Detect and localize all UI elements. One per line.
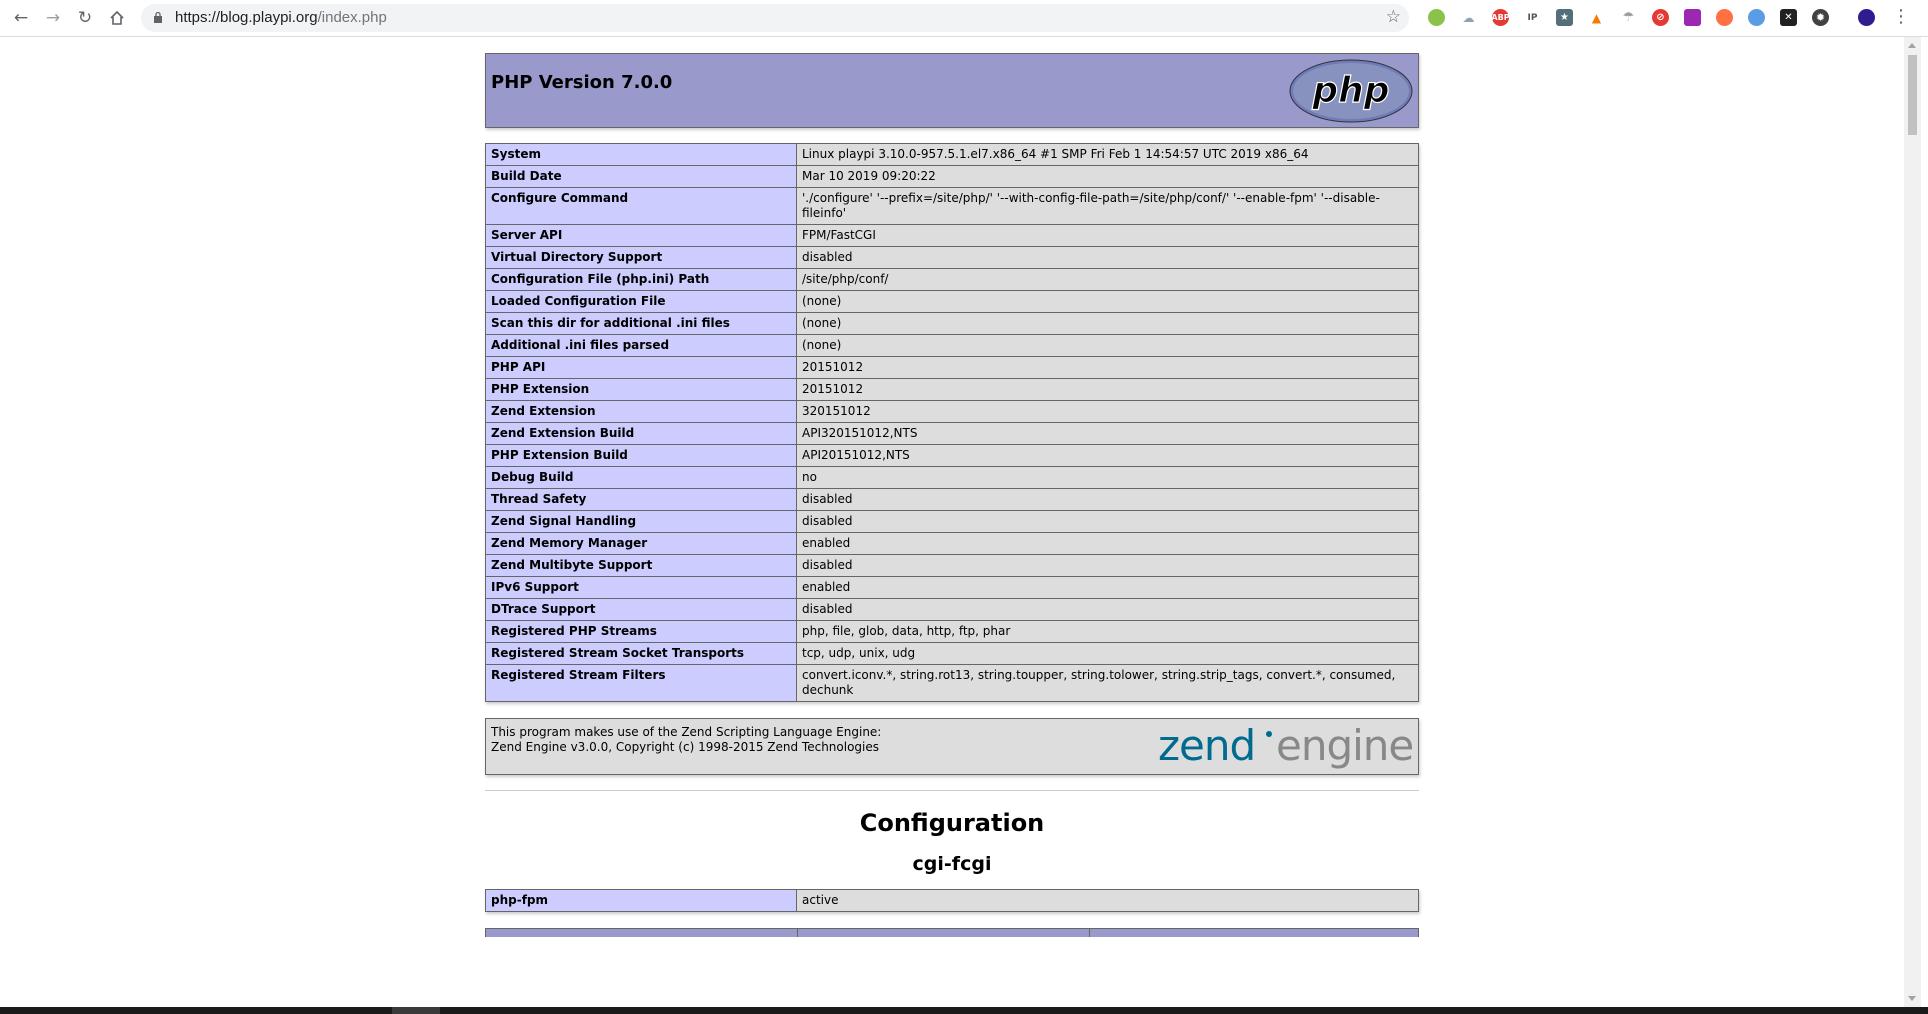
back-arrow-icon[interactable]: ←	[13, 8, 29, 28]
info-label: Scan this dir for additional .ini files	[486, 313, 797, 335]
info-value: 20151012	[797, 379, 1419, 401]
info-row	[486, 313, 1419, 335]
purple-extension-icon[interactable]	[1684, 9, 1701, 26]
adblock-plus-extension-icon[interactable]: ABP	[1492, 9, 1509, 26]
fox-extension-icon[interactable]: ▲	[1588, 9, 1605, 26]
info-value: enabled	[797, 533, 1419, 555]
umbrella-extension-icon[interactable]: ☂	[1620, 9, 1637, 26]
info-label: Thread Safety	[486, 489, 797, 511]
info-row	[486, 555, 1419, 577]
info-row	[486, 665, 1419, 702]
blue-extension-icon[interactable]	[1748, 9, 1765, 26]
url-host: blog.playpi.org	[220, 9, 318, 26]
zend-line-1: This program makes use of the Zend Scripting Language Engine:	[491, 725, 882, 739]
scrollbar-thumb[interactable]	[1908, 55, 1917, 135]
info-row	[486, 599, 1419, 621]
flower-extension-icon[interactable]	[1716, 9, 1733, 26]
info-value: disabled	[797, 555, 1419, 577]
info-label: Virtual Directory Support	[486, 247, 797, 269]
info-label: PHP API	[486, 357, 797, 379]
info-value: no	[797, 467, 1419, 489]
phpinfo-page	[485, 53, 1419, 937]
info-row	[486, 423, 1419, 445]
info-row	[486, 401, 1419, 423]
zend-logo-word-1: zend	[1158, 721, 1256, 770]
info-label: IPv6 Support	[486, 577, 797, 599]
bookmark-star-icon[interactable]: ☆	[1385, 7, 1401, 27]
info-row	[486, 269, 1419, 291]
info-label: php-fpm	[486, 890, 797, 912]
zend-engine-logo-icon[interactable]	[1158, 720, 1414, 772]
home-icon[interactable]	[104, 6, 130, 30]
info-row	[486, 144, 1419, 166]
stop-extension-icon[interactable]: ⊘	[1652, 9, 1669, 26]
aperture-extension-icon[interactable]: ✹	[1812, 9, 1829, 26]
info-value: 20151012	[797, 357, 1419, 379]
info-label: Zend Memory Manager	[486, 533, 797, 555]
info-value: tcp, udp, unix, udg	[797, 643, 1419, 665]
info-value: (none)	[797, 313, 1419, 335]
info-label: Debug Build	[486, 467, 797, 489]
zend-engine-text	[491, 725, 881, 755]
info-label: Zend Extension Build	[486, 423, 797, 445]
profile-avatar-icon[interactable]	[1858, 9, 1875, 26]
info-label: PHP Extension	[486, 379, 797, 401]
php-logo-icon[interactable]	[1289, 59, 1413, 123]
info-value: './configure' '--prefix=/site/php/' '--with-config-file-path=/site/php/conf/' '--enable-fpm' '--disable-fileinfo'	[797, 188, 1419, 225]
forward-arrow-icon[interactable]: →	[45, 8, 61, 28]
info-value: FPM/FastCGI	[797, 225, 1419, 247]
info-label: Zend Multibyte Support	[486, 555, 797, 577]
info-label: Configuration File (php.ini) Path	[486, 269, 797, 291]
info-row	[486, 621, 1419, 643]
info-row	[486, 166, 1419, 188]
info-label: Server API	[486, 225, 797, 247]
info-label: Registered PHP Streams	[486, 621, 797, 643]
info-row	[486, 225, 1419, 247]
info-label: Additional .ini files parsed	[486, 335, 797, 357]
x-extension-icon[interactable]: ✕	[1780, 9, 1797, 26]
info-label: Zend Extension	[486, 401, 797, 423]
info-value: 320151012	[797, 401, 1419, 423]
configuration-heading: Configuration	[859, 809, 1045, 837]
info-value: disabled	[797, 247, 1419, 269]
scroll-down-arrow-icon[interactable]	[1908, 996, 1916, 1001]
info-row	[486, 335, 1419, 357]
info-value: disabled	[797, 511, 1419, 533]
info-row	[486, 577, 1419, 599]
taskbar-item[interactable]	[392, 1007, 440, 1014]
info-row	[486, 291, 1419, 313]
php-version-header	[485, 53, 1419, 128]
ip-extension-icon[interactable]: IP	[1524, 9, 1541, 26]
green-dot-extension-icon[interactable]	[1428, 9, 1445, 26]
lock-icon[interactable]	[153, 11, 163, 24]
url-path: /index.php	[317, 9, 387, 26]
info-value: enabled	[797, 577, 1419, 599]
zend-logo-word-2: engine	[1276, 721, 1414, 770]
info-label: Zend Signal Handling	[486, 511, 797, 533]
general-info-table	[485, 143, 1419, 702]
cloud-extension-icon[interactable]: ☁	[1460, 9, 1477, 26]
info-value: disabled	[797, 489, 1419, 511]
info-value: php, file, glob, data, http, ftp, phar	[797, 621, 1419, 643]
php-logo-text: php	[1312, 70, 1390, 111]
info-row	[486, 357, 1419, 379]
info-value: API320151012,NTS	[797, 423, 1419, 445]
info-value: (none)	[797, 335, 1419, 357]
info-label: Registered Stream Filters	[486, 665, 797, 702]
vertical-scrollbar[interactable]	[1904, 37, 1921, 1007]
star-extension-icon[interactable]: ★	[1556, 9, 1573, 26]
info-label: Build Date	[486, 166, 797, 188]
info-label: Registered Stream Socket Transports	[486, 643, 797, 665]
info-row	[486, 511, 1419, 533]
info-label: Loaded Configuration File	[486, 291, 797, 313]
info-row	[486, 489, 1419, 511]
info-row	[486, 890, 1419, 912]
scroll-up-arrow-icon[interactable]	[1908, 43, 1916, 48]
info-value: active	[797, 890, 1419, 912]
info-label: System	[486, 144, 797, 166]
browser-toolbar	[0, 0, 1928, 37]
reload-icon[interactable]: ↻	[77, 8, 93, 28]
cgi-fcgi-heading: cgi-fcgi	[912, 853, 992, 875]
info-row	[486, 467, 1419, 489]
cgi-fcgi-table	[485, 889, 1419, 912]
section-divider	[485, 790, 1419, 791]
zend-engine-box	[485, 718, 1419, 775]
url-text[interactable]	[175, 9, 387, 26]
address-bar[interactable]	[141, 4, 1409, 32]
url-scheme: https://	[175, 9, 221, 26]
info-row	[486, 643, 1419, 665]
php-version-title: PHP Version 7.0.0	[491, 72, 673, 93]
info-value: disabled	[797, 599, 1419, 621]
info-label: Configure Command	[486, 188, 797, 225]
info-value: Linux playpi 3.10.0-957.5.1.el7.x86_64 #1 SMP Fri Feb 1 14:54:57 UTC 2019 x86_64	[797, 144, 1419, 166]
info-row	[486, 445, 1419, 467]
os-taskbar	[0, 1007, 1928, 1014]
info-value: Mar 10 2019 09:20:22	[797, 166, 1419, 188]
info-row	[486, 188, 1419, 225]
info-row	[486, 533, 1419, 555]
info-row	[486, 247, 1419, 269]
info-value: /site/php/conf/	[797, 269, 1419, 291]
info-label: DTrace Support	[486, 599, 797, 621]
info-value: API20151012,NTS	[797, 445, 1419, 467]
zend-line-2: Zend Engine v3.0.0, Copyright (c) 1998-2015 Zend Technologies	[491, 740, 880, 754]
info-value: convert.iconv.*, string.rot13, string.toupper, string.tolower, string.strip_tags, convert.*, consumed, dechunk	[797, 665, 1419, 702]
next-table-header	[485, 928, 1419, 937]
info-value: (none)	[797, 291, 1419, 313]
browser-menu-icon[interactable]: ⋮	[1892, 6, 1910, 27]
info-row	[486, 379, 1419, 401]
info-label: PHP Extension Build	[486, 445, 797, 467]
